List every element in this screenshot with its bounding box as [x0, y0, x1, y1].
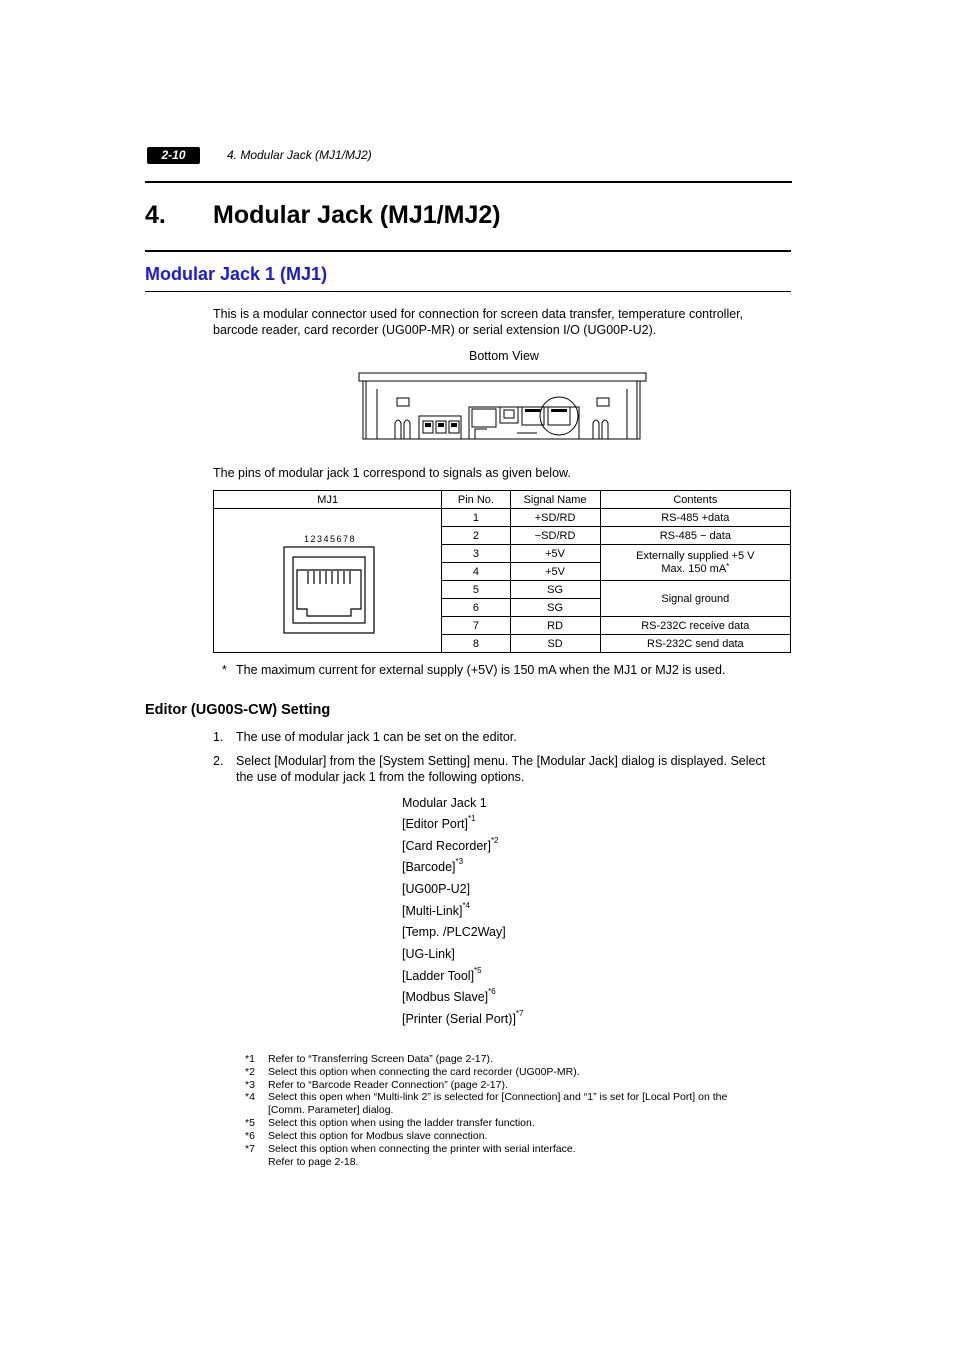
- table-note-text: The maximum current for external supply (+5V) is 150 mA when the MJ1 or MJ2 is used.: [236, 663, 726, 677]
- option-item: [UG-Link]: [402, 947, 455, 961]
- table-row: [214, 509, 791, 527]
- pin-cell: 2: [442, 527, 510, 545]
- signal-cell: SD: [510, 635, 600, 653]
- contents-cell: RS-232C receive data: [600, 617, 790, 635]
- step-1-number: 1.: [213, 730, 224, 744]
- footnote-text: Select this option for Modbus slave connection.: [268, 1130, 488, 1142]
- option-item: [Card Recorder]$^{*2}$: [402, 836, 499, 853]
- title-text: Modular Jack (MJ1/MJ2): [213, 201, 501, 229]
- col-header-signal: Signal Name: [510, 491, 600, 509]
- step-2-line-1: Select [Modular] from the [System Setting] menu. The [Modular Jack] dialog is displayed. Select: [236, 754, 766, 768]
- pins-intro: The pins of modular jack 1 correspond to signals as given below.: [213, 466, 571, 480]
- contents-cell: RS-485 − data: [600, 527, 790, 545]
- option-item: [Temp. /PLC2Way]: [402, 925, 506, 939]
- supply-line-1: Externally supplied +5 V: [636, 549, 755, 562]
- intro-line-2: barcode reader, card recorder (UG00P-MR) or serial extension I/O (UG00P-U2).: [213, 323, 657, 337]
- col-header-contents: Contents: [600, 491, 790, 509]
- running-header: 4. Modular Jack (MJ1/MJ2): [227, 148, 372, 162]
- header-rule: [145, 181, 792, 183]
- options-title: Modular Jack 1: [402, 796, 487, 810]
- signal-cell: SG: [510, 599, 600, 617]
- footnote-text: Select this option when using the ladder transfer function.: [268, 1117, 535, 1129]
- contents-cell-ground: Signal ground: [600, 581, 790, 617]
- col-header-pin: Pin No.: [442, 491, 510, 509]
- signal-cell: −SD/RD: [510, 527, 600, 545]
- pin-cell: 1: [442, 509, 510, 527]
- footnote-text: Select this option when connecting the card recorder (UG00P-MR).: [268, 1066, 580, 1078]
- figure-caption: Bottom View: [469, 349, 539, 363]
- footnote-mark: *5: [245, 1117, 255, 1129]
- option-item: [Editor Port]$^{*1}$: [402, 814, 476, 831]
- contents-cell: RS-485 +data: [600, 509, 790, 527]
- section-heading: Modular Jack 1 (MJ1): [145, 264, 328, 284]
- pin-cell: 7: [442, 617, 510, 635]
- device-bottom-view: [357, 371, 649, 443]
- col-header-mj1: MJ1: [214, 491, 442, 509]
- connector-figure-cell: [214, 509, 442, 653]
- footnote-text: Select this option when connecting the printer with serial interface.: [268, 1143, 576, 1155]
- signal-cell: RD: [510, 617, 600, 635]
- footnote-mark: *3: [245, 1079, 255, 1091]
- pin-table: [213, 490, 791, 653]
- editor-heading: Editor (UG00S-CW) Setting: [145, 702, 331, 718]
- footnote-mark: *1: [245, 1053, 255, 1065]
- step-2-line-2: the use of modular jack 1 from the following options.: [236, 770, 525, 784]
- footnote-mark: *4: [245, 1091, 255, 1103]
- step-1-text: The use of modular jack 1 can be set on the editor.: [236, 730, 517, 744]
- signal-cell: +5V: [510, 545, 600, 563]
- footnote-text: Refer to “Transferring Screen Data” (page 2-17).: [268, 1053, 493, 1065]
- rj-jack-icon: [283, 546, 375, 634]
- contents-cell: RS-232C send data: [600, 635, 790, 653]
- footnote-continuation: [Comm. Parameter] dialog.: [268, 1104, 394, 1116]
- pin-cell: 8: [442, 635, 510, 653]
- option-item: [Modbus Slave]$^{*6}$: [402, 987, 496, 1004]
- footnote-continuation: Refer to page 2-18.: [268, 1156, 359, 1168]
- option-item: [Ladder Tool]$^{*5}$: [402, 966, 482, 983]
- supply-note-mark: *: [726, 561, 730, 571]
- signal-cell: +SD/RD: [510, 509, 600, 527]
- pin-numbers-label: 12345678: [304, 534, 357, 544]
- footnote-text: Refer to “Barcode Reader Connection” (page 2-17).: [268, 1079, 508, 1091]
- section-rule: [145, 291, 791, 292]
- option-item: [UG00P-U2]: [402, 882, 471, 896]
- intro-line-1: This is a modular connector used for connection for screen data transfer, temperature controller,: [213, 307, 744, 321]
- title-rule: [145, 250, 791, 252]
- option-item: [Printer (Serial Port)]$^{*7}$: [402, 1009, 524, 1026]
- page-number-badge: 2-10: [147, 147, 200, 164]
- footnote-text: Select this open when “Multi-link 2” is selected for [Connection] and “1” is set for [Local Port] on the: [268, 1091, 728, 1103]
- signal-cell: +5V: [510, 563, 600, 581]
- supply-line-2: Max. 150 mA: [661, 562, 727, 575]
- contents-cell-supply: [600, 545, 790, 581]
- table-note-mark: *: [222, 663, 227, 677]
- step-2-number: 2.: [213, 754, 224, 768]
- table-header-row: [214, 491, 791, 509]
- title-number: 4.: [145, 201, 166, 229]
- footnote-mark: *2: [245, 1066, 255, 1078]
- option-item: [Multi-Link]$^{*4}$: [402, 901, 470, 918]
- footnote-mark: *7: [245, 1143, 255, 1155]
- pin-cell: 6: [442, 599, 510, 617]
- pin-cell: 5: [442, 581, 510, 599]
- page-title: [145, 201, 501, 230]
- pin-cell: 4: [442, 563, 510, 581]
- signal-cell: SG: [510, 581, 600, 599]
- pin-cell: 3: [442, 545, 510, 563]
- footnote-mark: *6: [245, 1130, 255, 1142]
- option-item: [Barcode]$^{*3}$: [402, 857, 464, 874]
